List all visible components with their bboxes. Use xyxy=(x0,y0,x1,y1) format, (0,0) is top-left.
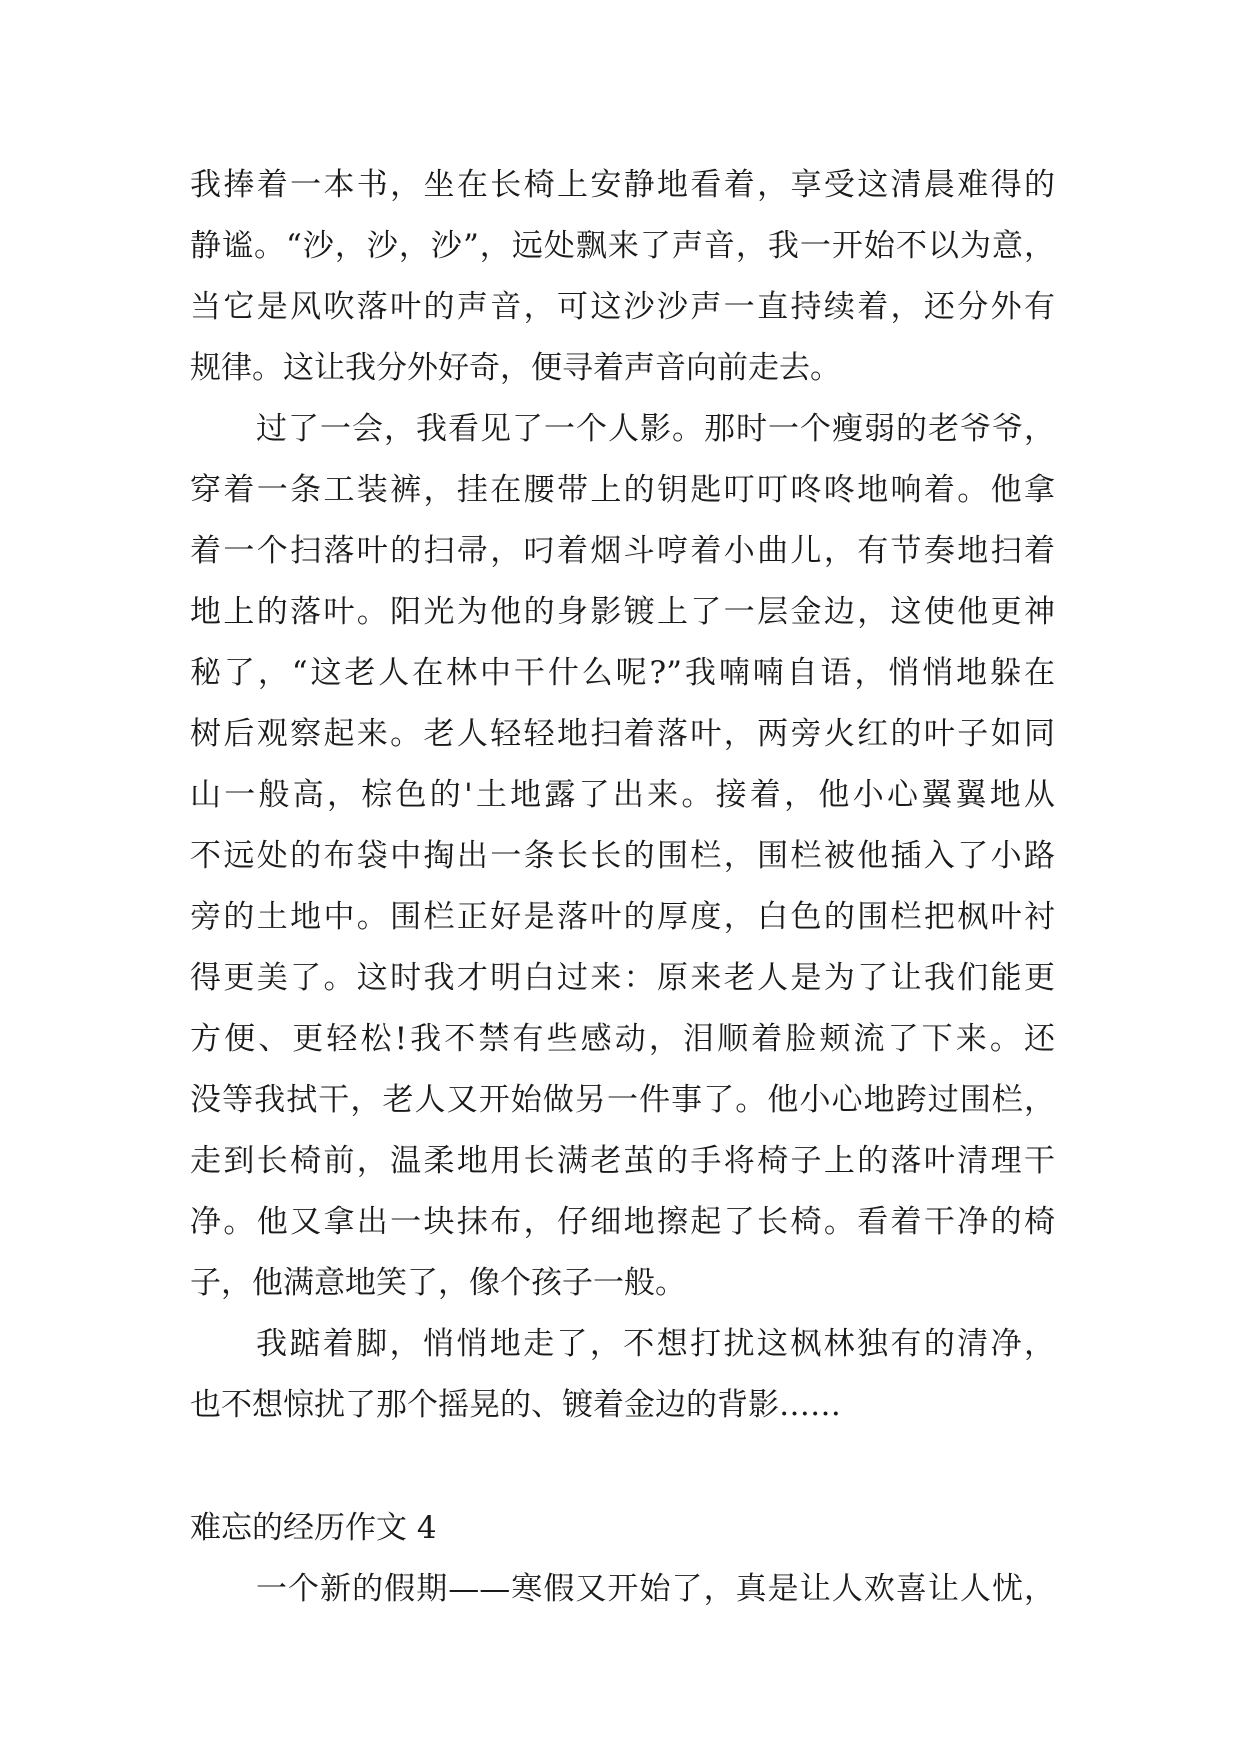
paragraph-3 xyxy=(190,1314,1055,1436)
paragraph-4 xyxy=(190,1559,1055,1620)
paragraph-2 xyxy=(190,399,1055,1314)
text-line: 山一般高，棕色的'土地露了出来。接着，他小心翼翼地从 xyxy=(190,777,1055,813)
text-line: 我踮着脚，悄悄地走了，不想打扰这枫林独有的清净， xyxy=(256,1326,1055,1362)
text-line: 地上的落叶。阳光为他的身影镀上了一层金边，这使他更神 xyxy=(190,594,1055,630)
text-line: 没等我拭干，老人又开始做另一件事了。他小心地跨过围栏， xyxy=(190,1082,1055,1118)
paragraph-spacer xyxy=(190,1436,1055,1498)
text-line: 静谧。“沙，沙，沙”，远处飘来了声音，我一开始不以为意， xyxy=(190,228,1055,264)
text-line: 着一个扫落叶的扫帚，叼着烟斗哼着小曲儿，有节奏地扫着 xyxy=(190,533,1055,569)
text-line: 树后观察起来。老人轻轻地扫着落叶，两旁火红的叶子如同 xyxy=(190,716,1055,752)
text-line: 方便、更轻松!我不禁有些感动，泪顺着脸颊流了下来。还 xyxy=(190,1021,1055,1057)
text-line: 过了一会，我看见了一个人影。那时一个瘦弱的老爷爷， xyxy=(256,411,1055,447)
text-line: 得更美了。这时我才明白过来：原来老人是为了让我们能更 xyxy=(190,960,1055,996)
document-body xyxy=(190,155,1055,1620)
text-line: 子，他满意地笑了，像个孩子一般。 xyxy=(190,1265,686,1301)
text-line: 规律。这让我分外好奇，便寻着声音向前走去。 xyxy=(190,350,841,386)
text-line: 旁的土地中。围栏正好是落叶的厚度，白色的围栏把枫叶衬 xyxy=(190,899,1055,935)
text-line: 当它是风吹落叶的声音，可这沙沙声一直持续着，还分外有 xyxy=(190,289,1055,325)
text-line: 秘了，“这老人在林中干什么呢?”我喃喃自语，悄悄地躲在 xyxy=(190,655,1055,691)
text-line: 我捧着一本书，坐在长椅上安静地看着，享受这清晨难得的 xyxy=(190,167,1055,203)
section-title: 难忘的经历作文 4 xyxy=(190,1510,437,1546)
text-line: 一个新的假期——寒假又开始了，真是让人欢喜让人忧， xyxy=(256,1571,1055,1607)
text-line: 也不想惊扰了那个摇晃的、镀着金边的背影…… xyxy=(190,1387,841,1423)
text-line: 走到长椅前，温柔地用长满老茧的手将椅子上的落叶清理干 xyxy=(190,1143,1055,1179)
text-line: 净。他又拿出一块抹布，仔细地擦起了长椅。看着干净的椅 xyxy=(190,1204,1055,1240)
text-line: 穿着一条工装裤，挂在腰带上的钥匙叮叮咚咚地响着。他拿 xyxy=(190,472,1055,508)
paragraph-1 xyxy=(190,155,1055,399)
text-line: 不远处的布袋中掏出一条长长的围栏，围栏被他插入了小路 xyxy=(190,838,1055,874)
